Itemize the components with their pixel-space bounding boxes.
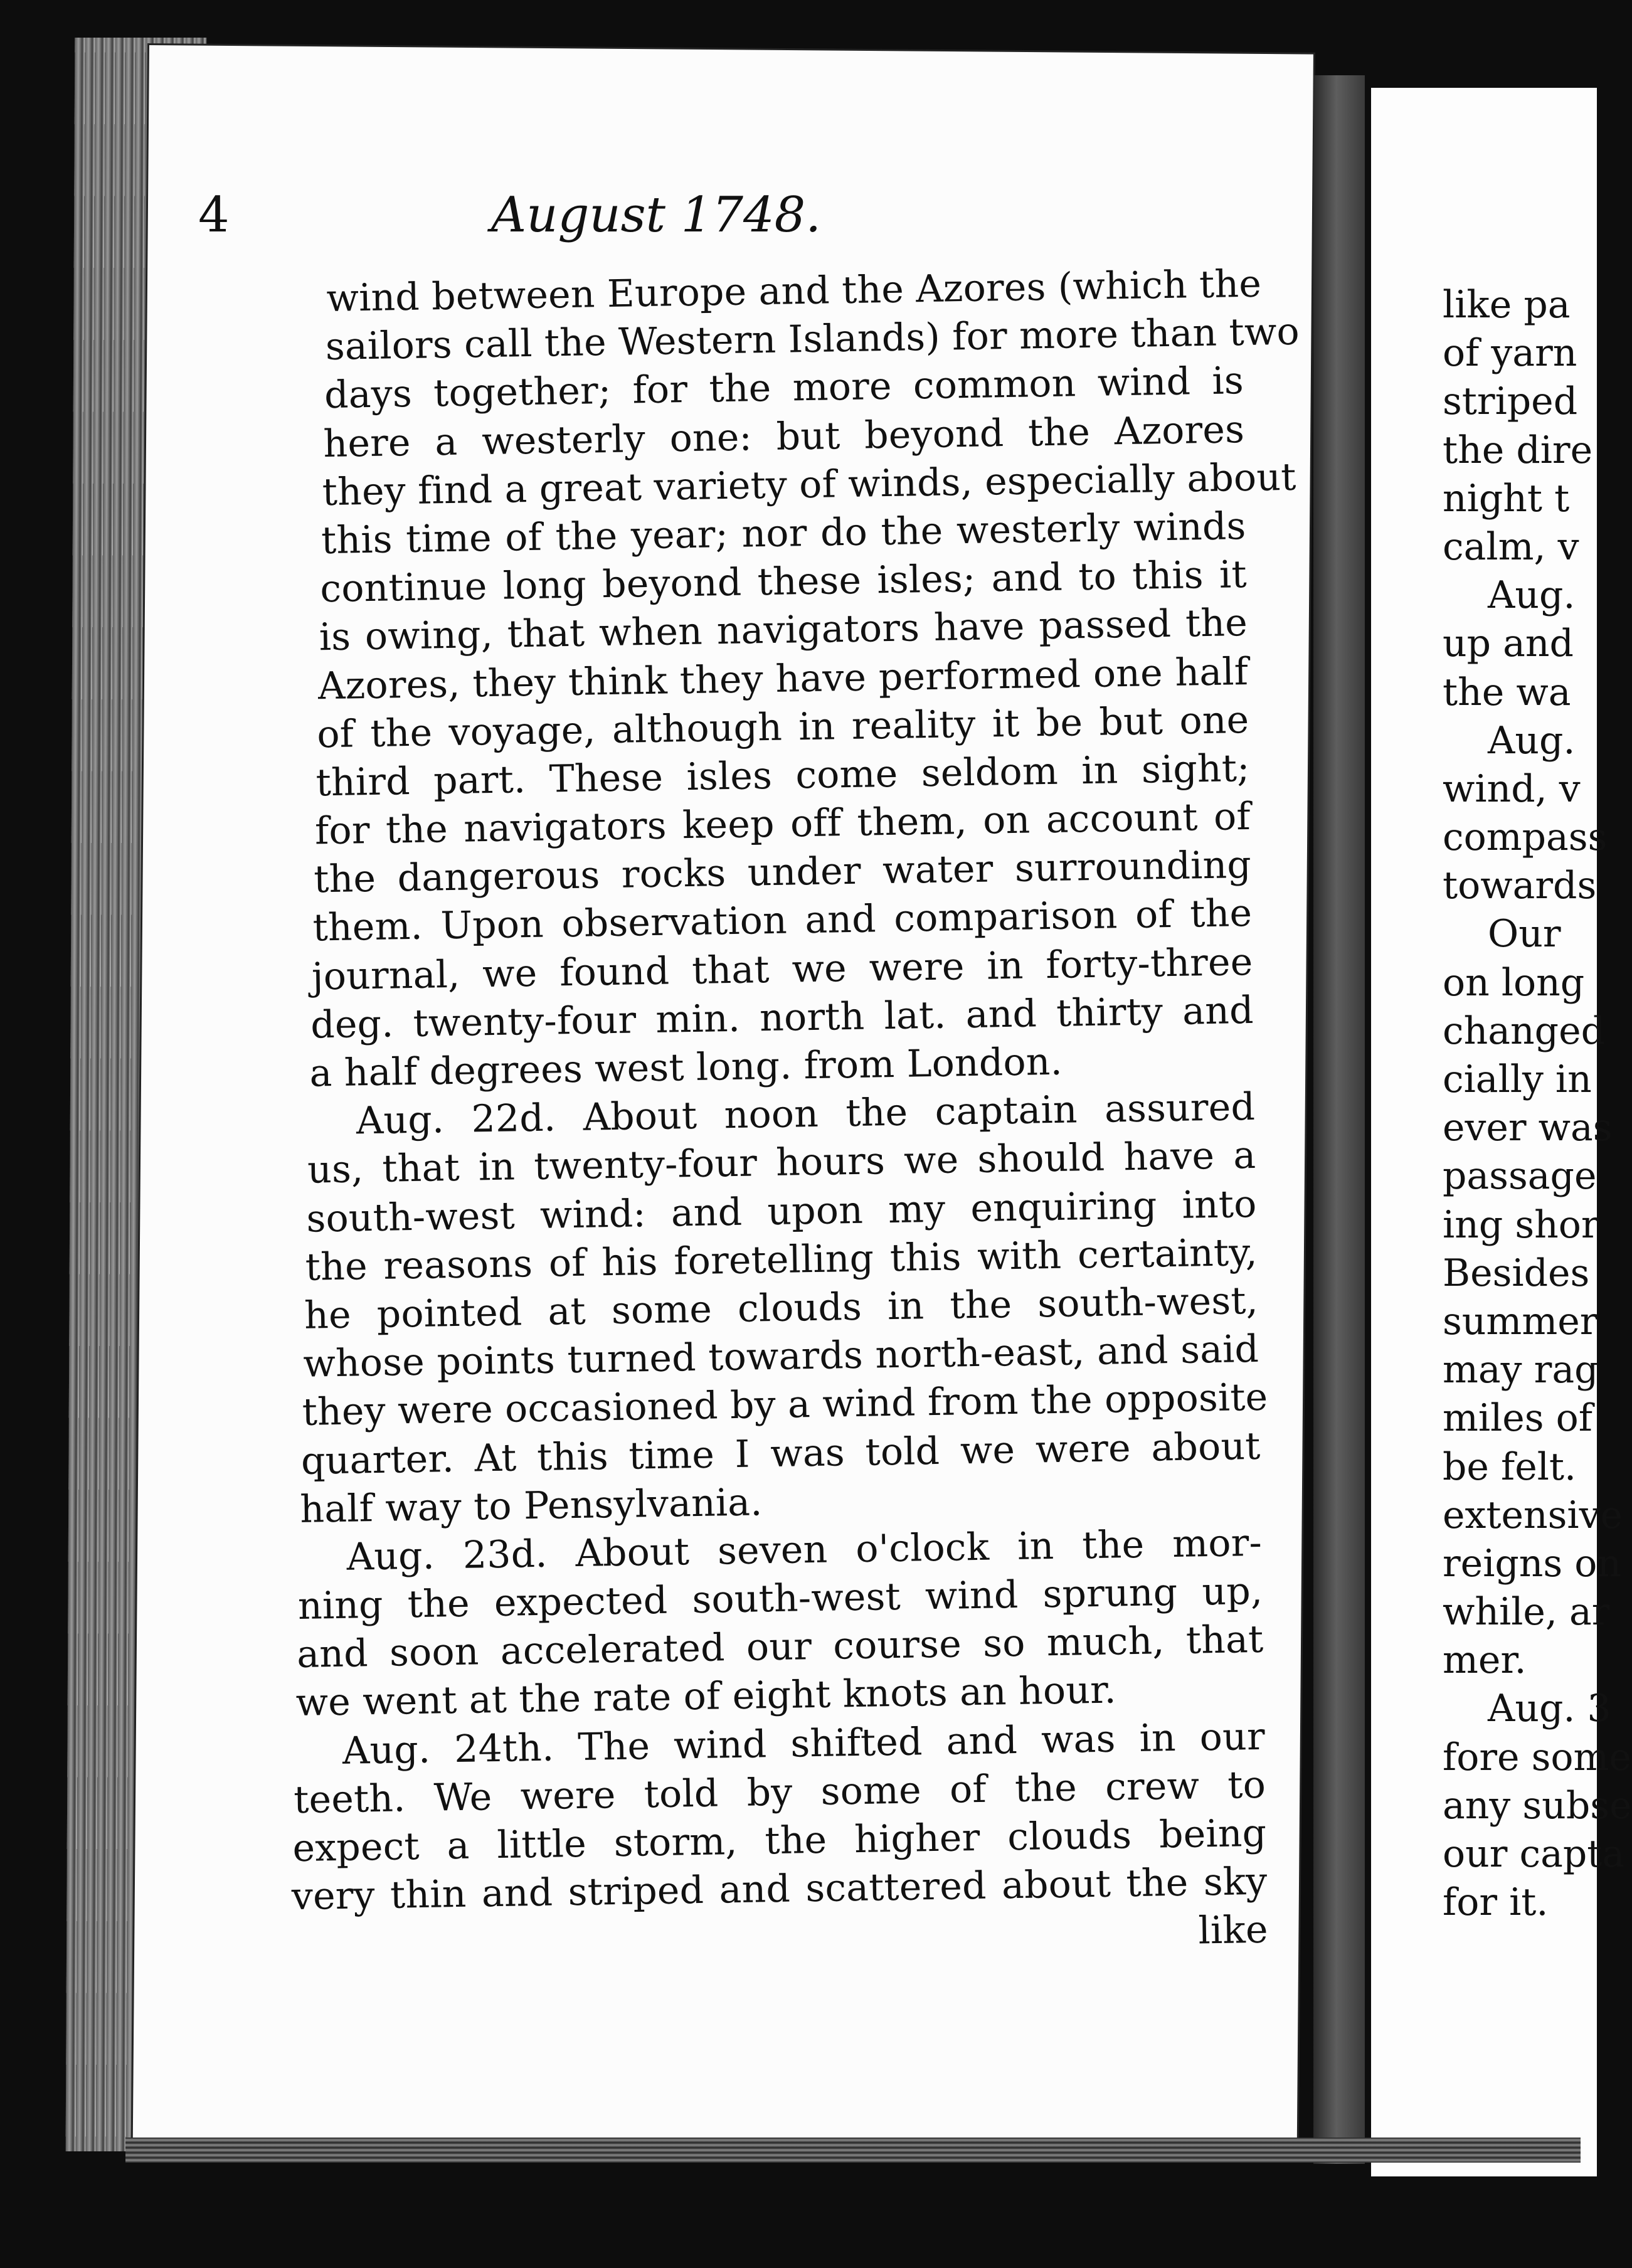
text-line: continue long beyond these isles; and to this it bbox=[319, 553, 1248, 612]
right-page-line: mer. bbox=[1443, 1638, 1527, 1683]
page-number: 4 bbox=[198, 187, 230, 243]
right-page-line: ing shor bbox=[1443, 1202, 1599, 1247]
text-line: quarter. At this time I was told we were about bbox=[300, 1424, 1261, 1483]
right-page-line: like pa bbox=[1443, 283, 1571, 327]
page-header bbox=[198, 187, 1114, 262]
text-line: the dangerous rocks under water surrounding bbox=[313, 843, 1252, 902]
right-page-line: extensive bbox=[1443, 1493, 1623, 1537]
right-page-line: our capta bbox=[1443, 1832, 1625, 1876]
text-line: us, that in twenty-four hours we should have a bbox=[307, 1133, 1256, 1193]
right-page-line: reigns on bbox=[1443, 1541, 1622, 1586]
text-line: here a westerly one: but beyond the Azores bbox=[322, 407, 1245, 466]
right-page-line: miles of bbox=[1443, 1396, 1592, 1441]
text-line: this time of the year; nor do the westerly winds bbox=[321, 504, 1247, 563]
right-page-line: while, ar bbox=[1443, 1590, 1610, 1635]
right-page-line: passage bbox=[1443, 1154, 1597, 1199]
text-line: and soon accelerated our course so much, that bbox=[296, 1618, 1264, 1677]
right-page-line: of yarn bbox=[1443, 331, 1577, 376]
text-line: he pointed at some clouds in the south-west, bbox=[304, 1278, 1259, 1338]
text-line: very thin and striped and scattered about the sky bbox=[291, 1859, 1268, 1919]
right-page-line: Besides bbox=[1443, 1251, 1590, 1295]
right-page-line: on long bbox=[1443, 960, 1585, 1005]
text-line: wind between Europe and the Azores (which the bbox=[326, 262, 1262, 321]
right-page-line: striped bbox=[1443, 379, 1578, 424]
right-page-text bbox=[1443, 281, 1632, 1927]
right-page-line: the dire bbox=[1443, 428, 1593, 472]
text-line: teeth. We were told by some of the crew to bbox=[293, 1762, 1266, 1822]
text-line: deg. twenty-four min. north lat. and thirty and bbox=[310, 988, 1254, 1047]
right-page-line: Aug. bbox=[1488, 573, 1576, 618]
running-head: August 1748. bbox=[490, 187, 822, 243]
text-line: Azores, they think they have performed one half bbox=[317, 649, 1249, 708]
text-line: Aug. 24th. The wind shifted and was in our bbox=[342, 1714, 1266, 1773]
text-line: the reasons of his foretelling this with certainty, bbox=[305, 1230, 1258, 1290]
book-gutter bbox=[1313, 75, 1365, 2164]
right-page-line: Our bbox=[1488, 912, 1561, 956]
right-page-line: up and bbox=[1443, 622, 1574, 666]
right-page-line: may rag bbox=[1443, 1348, 1599, 1392]
text-line: whose points turned towards north-east, and said bbox=[302, 1327, 1259, 1386]
right-page-line: summer bbox=[1443, 1299, 1598, 1343]
right-page-line: ever was bbox=[1443, 1106, 1613, 1150]
text-line: for the navigators keep off them, on account of bbox=[314, 795, 1251, 854]
text-line: a half degrees west long. from London. bbox=[309, 1039, 1063, 1096]
text-line: Aug. 23d. About seven o'clock in the mor- bbox=[346, 1520, 1263, 1579]
right-page-line: compass bbox=[1443, 815, 1608, 860]
right-page-line: wind, v bbox=[1443, 766, 1581, 811]
body-text bbox=[291, 260, 1300, 1969]
right-page-line: fore some bbox=[1443, 1735, 1631, 1779]
text-line: like bbox=[1198, 1908, 1269, 1953]
text-line: third part. These isles come seldom in sight; bbox=[315, 746, 1251, 805]
right-page-line: changed bbox=[1443, 1009, 1605, 1053]
right-page-line: night t bbox=[1443, 476, 1570, 521]
right-page-line: any subse bbox=[1443, 1783, 1632, 1828]
text-line: half way to Pensylvania. bbox=[299, 1480, 763, 1532]
right-page-line: Aug. bbox=[1488, 718, 1576, 763]
text-line: south-west wind: and upon my enquiring into bbox=[305, 1182, 1258, 1241]
text-line: they were occasioned by a wind from the opposite bbox=[302, 1375, 1268, 1435]
text-line: journal, we found that we were in forty-three bbox=[311, 940, 1253, 999]
right-page-line: Aug. 3 bbox=[1488, 1687, 1611, 1731]
right-page-line: calm, v bbox=[1443, 524, 1579, 569]
text-line: of the voyage, although in reality it be but one bbox=[316, 697, 1249, 757]
text-line: them. Upon observation and comparison of the bbox=[312, 891, 1253, 950]
right-page-line: be felt. bbox=[1443, 1444, 1577, 1489]
text-line: we went at the rate of eight knots an hour. bbox=[295, 1668, 1117, 1725]
text-line: expect a little storm, the higher clouds being bbox=[292, 1811, 1267, 1871]
text-line: is owing, that when navigators have passed the bbox=[319, 601, 1248, 660]
right-page-line: towards bbox=[1443, 864, 1597, 908]
right-page-line: cially in bbox=[1443, 1057, 1592, 1101]
page-bottom-edges bbox=[125, 2138, 1581, 2163]
right-page-line: for it. bbox=[1443, 1880, 1549, 1925]
text-line: sailors call the Western Islands) for more than two bbox=[325, 309, 1300, 369]
text-line: they find a great variety of winds, especially about bbox=[322, 455, 1297, 514]
text-line: Aug. 22d. About noon the captain assured bbox=[356, 1085, 1256, 1143]
text-line: days together; for the more common wind is bbox=[324, 359, 1244, 418]
text-line: ning the expected south-west wind sprung up, bbox=[297, 1569, 1263, 1629]
right-page-line: the wa bbox=[1443, 670, 1571, 714]
